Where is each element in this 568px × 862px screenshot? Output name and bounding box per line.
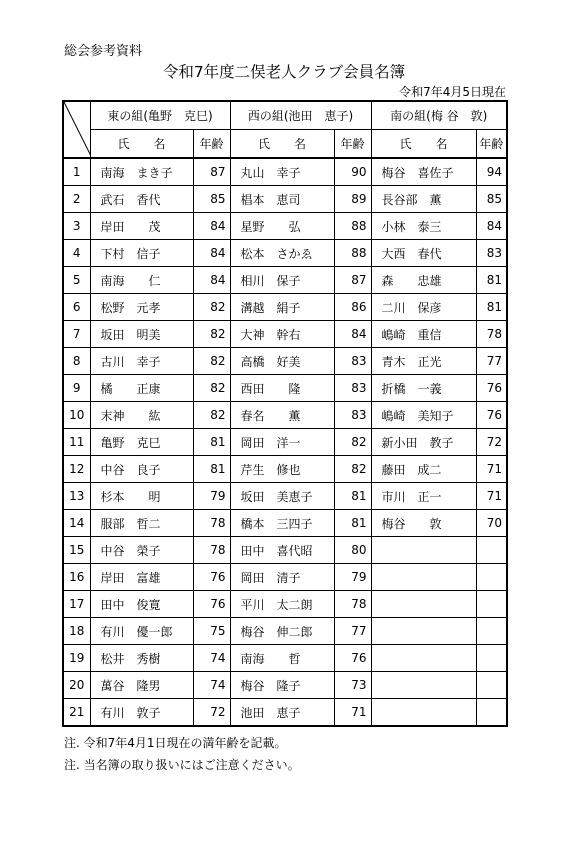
member-name: 南海 仁: [90, 267, 193, 294]
member-age: 85: [476, 186, 507, 213]
member-age: 71: [476, 456, 507, 483]
member-name: [371, 618, 476, 645]
member-age: 84: [334, 321, 371, 348]
member-age: 78: [334, 591, 371, 618]
member-name: 長谷部 薫: [371, 186, 476, 213]
member-name: 梅谷 喜佐子: [371, 158, 476, 186]
member-age: [476, 672, 507, 699]
group-header-south: 南の組(梅 谷 敦): [371, 101, 507, 130]
member-age: 82: [193, 321, 230, 348]
member-age: 77: [476, 348, 507, 375]
member-age: 76: [476, 375, 507, 402]
member-name: [371, 564, 476, 591]
row-number: 20: [63, 672, 90, 699]
member-name: 梅谷 隆子: [230, 672, 334, 699]
age-column-header: 年齢: [476, 130, 507, 159]
member-name: 溝越 絹子: [230, 294, 334, 321]
table-row: [63, 699, 507, 727]
row-number: 3: [63, 213, 90, 240]
member-age: 79: [193, 483, 230, 510]
name-column-header: 氏 名: [230, 130, 334, 159]
member-name: 二川 保彦: [371, 294, 476, 321]
table-row: [63, 402, 507, 429]
member-age: 83: [334, 402, 371, 429]
member-name: 中谷 良子: [90, 456, 193, 483]
name-column-header: 氏 名: [371, 130, 476, 159]
member-age: 84: [476, 213, 507, 240]
row-number: 8: [63, 348, 90, 375]
row-number: 17: [63, 591, 90, 618]
member-age: 81: [334, 510, 371, 537]
member-name: 杉本 明: [90, 483, 193, 510]
member-age: 84: [193, 213, 230, 240]
member-name: [371, 672, 476, 699]
member-name: 有川 優一郎: [90, 618, 193, 645]
table-row: [63, 429, 507, 456]
member-age: 81: [334, 483, 371, 510]
member-name: 岡田 洋一: [230, 429, 334, 456]
member-age: 71: [476, 483, 507, 510]
member-age: 81: [193, 456, 230, 483]
member-name: 武石 香代: [90, 186, 193, 213]
as-of-date: 令和7年4月5日現在: [399, 85, 506, 99]
member-age: 82: [334, 456, 371, 483]
member-age: [476, 645, 507, 672]
row-number: 9: [63, 375, 90, 402]
member-age: 79: [334, 564, 371, 591]
member-name: 松井 秀樹: [90, 645, 193, 672]
table-row: [63, 348, 507, 375]
member-name: 坂田 美恵子: [230, 483, 334, 510]
member-name: 服部 哲二: [90, 510, 193, 537]
member-age: 83: [476, 240, 507, 267]
member-name: 中谷 榮子: [90, 537, 193, 564]
member-name: 末神 紘: [90, 402, 193, 429]
row-number: 14: [63, 510, 90, 537]
row-number: 12: [63, 456, 90, 483]
member-name: 大神 幹右: [230, 321, 334, 348]
member-age: 84: [193, 267, 230, 294]
table-row: [63, 321, 507, 348]
group-header-west: 西の組(池田 恵子): [230, 101, 371, 130]
member-age: 87: [334, 267, 371, 294]
member-name: 田中 俊寛: [90, 591, 193, 618]
member-name: 芹生 修也: [230, 456, 334, 483]
member-age: 72: [476, 429, 507, 456]
member-age: 71: [334, 699, 371, 727]
member-age: 90: [334, 158, 371, 186]
table-row: [63, 240, 507, 267]
table-row: [63, 294, 507, 321]
member-age: [476, 618, 507, 645]
member-age: 81: [193, 429, 230, 456]
member-age: [476, 591, 507, 618]
member-name: 坂田 明美: [90, 321, 193, 348]
row-number: 15: [63, 537, 90, 564]
member-age: 78: [193, 510, 230, 537]
table-row: [63, 483, 507, 510]
member-age: 83: [334, 375, 371, 402]
member-name: 森 忠雄: [371, 267, 476, 294]
member-age: 76: [193, 564, 230, 591]
member-name: [371, 591, 476, 618]
table-row: [63, 564, 507, 591]
member-age: 74: [193, 672, 230, 699]
member-age: 82: [193, 348, 230, 375]
member-name: 高橋 好美: [230, 348, 334, 375]
member-name: 折橋 一義: [371, 375, 476, 402]
member-age: 74: [193, 645, 230, 672]
member-name: 下村 信子: [90, 240, 193, 267]
diagonal-line-icon: [64, 102, 90, 156]
member-name: 梅谷 敦: [371, 510, 476, 537]
table-row: [63, 267, 507, 294]
member-name: 池田 恵子: [230, 699, 334, 727]
member-age: 76: [334, 645, 371, 672]
note-age-basis: 注. 令和7年4月1日現在の満年齢を記載。: [64, 736, 287, 750]
table-row: [63, 591, 507, 618]
member-age: 76: [476, 402, 507, 429]
member-age: 85: [193, 186, 230, 213]
member-name: 古川 幸子: [90, 348, 193, 375]
member-age: 80: [334, 537, 371, 564]
row-number: 19: [63, 645, 90, 672]
row-number: 7: [63, 321, 90, 348]
table-row: [63, 537, 507, 564]
member-age: 84: [193, 240, 230, 267]
member-name: 橘 正康: [90, 375, 193, 402]
member-name: 西田 隆: [230, 375, 334, 402]
table-row: [63, 186, 507, 213]
member-name: 小林 泰三: [371, 213, 476, 240]
page-title: 令和7年度二俣老人クラブ会員名簿: [162, 63, 406, 81]
member-roster-table: [62, 100, 508, 727]
member-name: 田中 喜代昭: [230, 537, 334, 564]
member-age: 89: [334, 186, 371, 213]
member-name: 松野 元孝: [90, 294, 193, 321]
member-name: [371, 537, 476, 564]
table-row: [63, 672, 507, 699]
member-name: 相川 保子: [230, 267, 334, 294]
member-age: 70: [476, 510, 507, 537]
row-number: 4: [63, 240, 90, 267]
member-name: [371, 645, 476, 672]
member-name: 有川 敦子: [90, 699, 193, 727]
age-column-header: 年齢: [193, 130, 230, 159]
member-name: 星野 弘: [230, 213, 334, 240]
member-name: 梅谷 伸二郎: [230, 618, 334, 645]
member-age: 83: [334, 348, 371, 375]
member-age: 82: [193, 294, 230, 321]
member-age: [476, 699, 507, 727]
member-name: 新小田 教子: [371, 429, 476, 456]
member-age: 72: [193, 699, 230, 727]
member-name: 岡田 清子: [230, 564, 334, 591]
member-age: [476, 537, 507, 564]
member-name: 市川 正一: [371, 483, 476, 510]
member-name: 松本 さかゑ: [230, 240, 334, 267]
member-age: 77: [334, 618, 371, 645]
member-name: 大西 春代: [371, 240, 476, 267]
corner-diagonal-cell: [63, 101, 90, 158]
group-header-east: 東の組(亀野 克巳): [90, 101, 230, 130]
member-name: 平川 太二朗: [230, 591, 334, 618]
row-number: 11: [63, 429, 90, 456]
member-name: 橋本 三四子: [230, 510, 334, 537]
table-row: [63, 456, 507, 483]
member-name: 椙本 恵司: [230, 186, 334, 213]
member-name: 亀野 克巳: [90, 429, 193, 456]
table-row: [63, 213, 507, 240]
row-number: 10: [63, 402, 90, 429]
member-name: [371, 699, 476, 727]
table-row: [63, 618, 507, 645]
member-age: 86: [334, 294, 371, 321]
member-age: 75: [193, 618, 230, 645]
row-number: 1: [63, 158, 90, 186]
row-number: 13: [63, 483, 90, 510]
member-age: 73: [334, 672, 371, 699]
member-name: 丸山 幸子: [230, 158, 334, 186]
member-age: 81: [476, 294, 507, 321]
member-age: 87: [193, 158, 230, 186]
member-name: 藤田 成二: [371, 456, 476, 483]
member-name: 南海 まき子: [90, 158, 193, 186]
row-number: 16: [63, 564, 90, 591]
age-column-header: 年齢: [334, 130, 371, 159]
row-number: 21: [63, 699, 90, 727]
member-age: 88: [334, 213, 371, 240]
table-row: [63, 158, 507, 186]
row-number: 2: [63, 186, 90, 213]
row-number: 6: [63, 294, 90, 321]
member-age: 82: [193, 402, 230, 429]
member-name: 南海 哲: [230, 645, 334, 672]
row-number: 5: [63, 267, 90, 294]
member-age: 81: [476, 267, 507, 294]
document-label: 総会参考資料: [64, 44, 143, 59]
member-age: 82: [193, 375, 230, 402]
member-age: 88: [334, 240, 371, 267]
member-age: 94: [476, 158, 507, 186]
member-name: 萬谷 隆男: [90, 672, 193, 699]
member-age: 78: [193, 537, 230, 564]
table-row: [63, 510, 507, 537]
table-row: [63, 375, 507, 402]
member-name: 嶋崎 重信: [371, 321, 476, 348]
row-number: 18: [63, 618, 90, 645]
member-age: [476, 564, 507, 591]
member-name: 岸田 富雄: [90, 564, 193, 591]
member-age: 76: [193, 591, 230, 618]
name-column-header: 氏 名: [90, 130, 193, 159]
member-name: 青木 正光: [371, 348, 476, 375]
member-name: 春名 薫: [230, 402, 334, 429]
note-privacy: 注. 当名簿の取り扱いにはご注意ください。: [64, 758, 300, 772]
member-name: 嶋崎 美知子: [371, 402, 476, 429]
member-age: 82: [334, 429, 371, 456]
member-name: 岸田 茂: [90, 213, 193, 240]
member-age: 78: [476, 321, 507, 348]
table-row: [63, 645, 507, 672]
